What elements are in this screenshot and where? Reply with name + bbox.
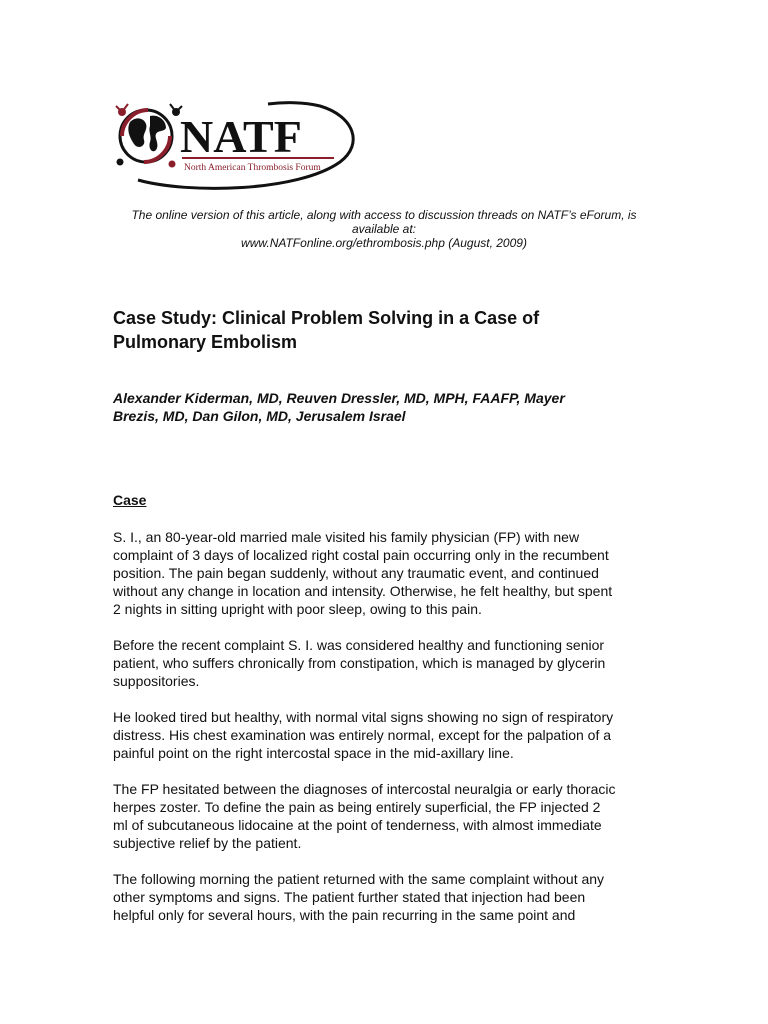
text-line: helpful only for several hours, with the pain recurring in the same point and xyxy=(113,907,576,923)
text-line: painful point on the right intercostal space in the mid-axillary line. xyxy=(113,745,514,761)
globe-icon xyxy=(116,104,182,168)
text-line: 2 nights in sitting upright with poor sleep, owing to this pain. xyxy=(113,601,482,617)
logo-subtitle: North American Thrombosis Forum xyxy=(184,163,321,173)
case-paragraph xyxy=(113,780,661,852)
natf-logo xyxy=(108,92,358,196)
text-line: distress. His chest examination was entirely normal, except for the palpation of a xyxy=(113,727,612,743)
case-paragraph xyxy=(113,636,661,690)
case-paragraph xyxy=(113,708,661,762)
online-version-note xyxy=(80,208,688,250)
authors-line: Alexander Kiderman, MD, Reuven Dressler, MD, MPH, FAAFP, Mayer xyxy=(113,390,565,406)
case-paragraph xyxy=(113,870,661,924)
text-line: The FP hesitated between the diagnoses of intercostal neuralgia or early thoracic xyxy=(113,781,616,797)
text-line: subjective relief by the patient. xyxy=(113,835,302,851)
online-note-url: www.NATFonline.org/ethrombosis.php (August, 2009) xyxy=(241,236,527,250)
text-line: He looked tired but healthy, with normal vital signs showing no sign of respiratory xyxy=(113,709,614,725)
authors-line: Brezis, MD, Dan Gilon, MD, Jerusalem Israel xyxy=(113,408,406,424)
online-note-line: available at: xyxy=(351,222,417,236)
case-body xyxy=(113,528,661,942)
article-title-line: Case Study: Clinical Problem Solving in a Case of xyxy=(113,308,540,328)
article-title-line: Pulmonary Embolism xyxy=(113,332,298,352)
text-line: complaint of 3 days of localized right costal pain occurring only in the recumbent xyxy=(113,547,609,563)
article-authors xyxy=(113,389,673,425)
article-title xyxy=(113,306,673,354)
text-line: other symptoms and signs. The patient further stated that injection had been xyxy=(113,889,586,905)
section-heading-case: Case xyxy=(113,492,147,508)
text-line: patient, who suffers chronically from constipation, which is managed by glycerin xyxy=(113,655,606,671)
case-paragraph xyxy=(113,528,661,618)
logo-wordmark: NATF xyxy=(180,111,302,162)
text-line: suppositories. xyxy=(113,673,200,689)
text-line: S. I., an 80-year-old married male visited his family physician (FP) with new xyxy=(113,529,580,545)
text-line: Before the recent complaint S. I. was considered healthy and functioning senior xyxy=(113,637,605,653)
text-line: ml of subcutaneous lidocaine at the point of tenderness, with almost immediate xyxy=(113,817,602,833)
text-line: herpes zoster. To define the pain as being entirely superficial, the FP injected 2 xyxy=(113,799,601,815)
online-note-line: The online version of this article, along with access to discussion threads on NATF’s eForum, is xyxy=(131,208,637,222)
natf-logo-graphic xyxy=(108,92,358,196)
text-line: The following morning the patient returned with the same complaint without any xyxy=(113,871,605,887)
text-line: without any change in location and intensity. Otherwise, he felt healthy, but spent xyxy=(113,583,613,599)
text-line: position. The pain began suddenly, without any traumatic event, and continued xyxy=(113,565,599,581)
